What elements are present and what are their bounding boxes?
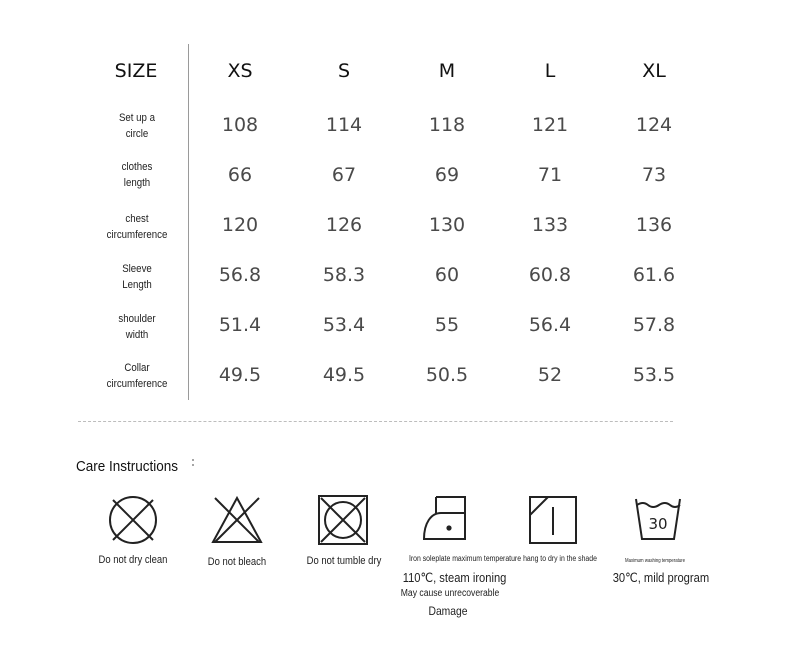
care-label: 30℃, mild program [612,570,710,585]
table-cell: 124 [635,114,673,136]
row-label: chest circumference [106,213,168,241]
table-cell: 53.5 [632,364,676,386]
wash-30-icon [633,495,683,543]
row-label: Collar circumference [106,362,168,390]
table-cell: 108 [221,114,259,136]
table-cell: 51.4 [218,314,262,336]
care-label: Do not dry clean [98,554,168,566]
no-tumble-dry-icon [317,494,369,546]
care-label: Do not tumble dry [306,555,382,567]
section-divider [78,421,673,422]
table-cell: 114 [325,114,363,136]
care-caption: Iron soleplate maximum temperature [408,554,522,563]
header-l: L [544,60,556,82]
header-xl: XL [642,60,666,82]
no-dry-clean-icon [107,494,159,546]
table-cell: 49.5 [322,364,366,386]
table-cell: 118 [428,114,466,136]
table-cell: 121 [531,114,569,136]
care-label: 110℃, steam ironing [402,570,507,585]
no-bleach-icon [210,494,264,546]
table-cell: 57.8 [632,314,676,336]
dots-icon [192,457,195,473]
table-cell: 126 [325,214,363,236]
table-cell: 49.5 [218,364,262,386]
iron-icon [421,493,475,545]
table-cell: 136 [635,214,673,236]
row-label: Sleeve Length [122,263,152,291]
row-label: Set up a circle [118,112,156,140]
header-size: SIZE [114,60,158,82]
table-cell: 56.8 [218,264,262,286]
table-cell: 67 [331,164,357,186]
care-label: hang to dry in the shade [523,554,597,563]
table-divider [188,44,189,400]
table-cell: 66 [227,164,253,186]
care-title: Care Instructions [76,458,179,475]
table-cell: 60 [434,264,460,286]
care-note: Damage [428,604,468,618]
care-note: May cause unrecoverable [400,588,500,599]
table-cell: 53.4 [322,314,366,336]
row-label: clothes length [121,161,153,189]
header-xs: XS [227,60,253,82]
table-cell: 61.6 [632,264,676,286]
table-cell: 60.8 [528,264,572,286]
table-cell: 50.5 [425,364,469,386]
table-cell: 73 [641,164,667,186]
table-cell: 130 [428,214,466,236]
table-cell: 69 [434,164,460,186]
table-cell: 55 [434,314,460,336]
care-caption: Maximum washing temperature [625,558,685,564]
row-label: shoulder width [118,313,156,341]
table-cell: 58.3 [322,264,366,286]
header-m: M [438,60,456,82]
care-label: Do not bleach [207,556,267,568]
table-cell: 133 [531,214,569,236]
table-cell: 52 [537,364,563,386]
wash-temp-value: 30 [648,515,668,533]
table-cell: 71 [537,164,563,186]
table-cell: 120 [221,214,259,236]
table-cell: 56.4 [528,314,572,336]
hang-dry-icon [528,495,578,545]
header-s: S [337,60,351,82]
